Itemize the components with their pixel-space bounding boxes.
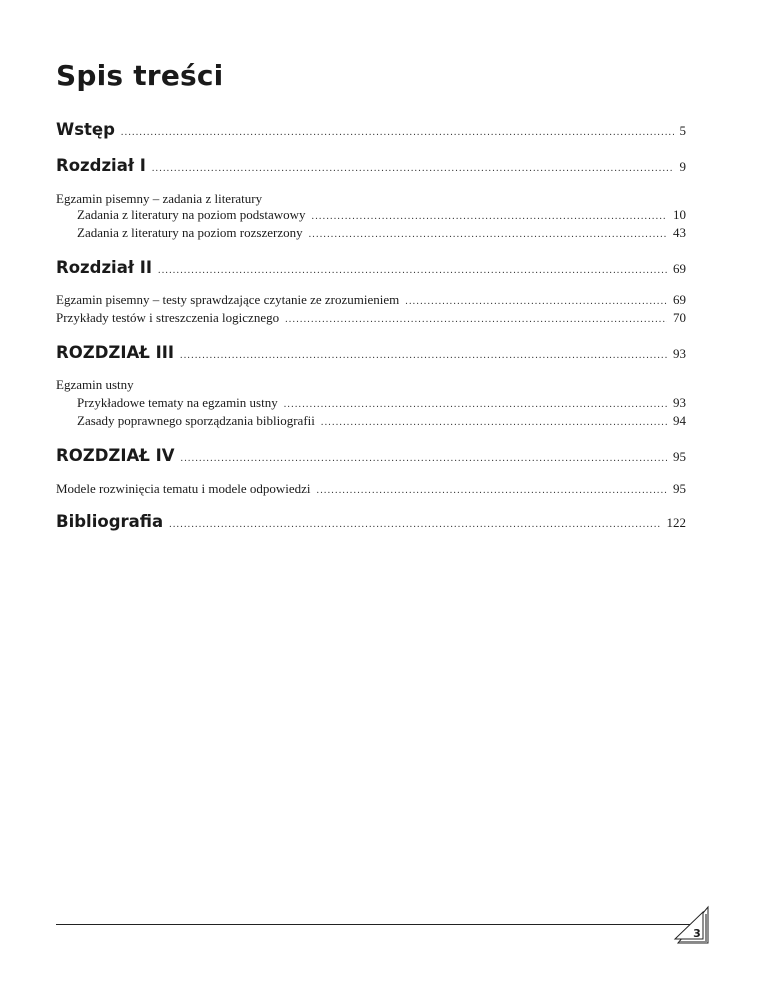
dot-leader <box>181 449 667 469</box>
footer-rule <box>56 924 702 925</box>
toc-page-number: 122 <box>666 515 686 530</box>
dot-leader <box>321 415 667 431</box>
toc-entry-rozdzial-2[interactable] <box>56 258 686 281</box>
toc-entry-label: Egzamin pisemny – testy sprawdzające czytanie ze zrozumieniem <box>56 292 400 307</box>
toc-entry-label: ROZDZIAŁ III <box>56 343 175 362</box>
dot-leader <box>180 346 667 366</box>
toc-page-number: 43 <box>673 225 686 240</box>
dot-leader <box>405 294 667 310</box>
toc-entry-label: Wstęp <box>56 120 115 139</box>
toc-entry-wstep[interactable] <box>56 120 686 143</box>
toc-entry-bibliografia[interactable] <box>56 512 686 535</box>
dot-leader <box>152 159 674 179</box>
toc-page-number: 95 <box>673 449 686 464</box>
toc-entry-label: ROZDZIAŁ IV <box>56 446 175 465</box>
toc-page-number: 95 <box>673 481 686 496</box>
toc-entry-label: Przykładowe tematy na egzamin ustny <box>77 395 278 410</box>
toc-entry-testy-czytanie[interactable] <box>56 292 686 310</box>
dot-leader <box>309 227 667 243</box>
toc-page-number: 10 <box>673 207 686 222</box>
toc-page-number: 69 <box>673 261 686 276</box>
toc-entry-label: Przykłady testów i streszczenia logicznego <box>56 310 280 325</box>
toc-entry-rozdzial-1[interactable] <box>56 156 686 179</box>
dot-leader <box>317 483 668 499</box>
toc-page-number: 9 <box>679 159 686 174</box>
dot-leader <box>169 515 660 535</box>
dot-leader <box>158 261 667 281</box>
toc-section-heading: Egzamin ustny <box>56 377 134 392</box>
toc-entry-przyklady-testow[interactable] <box>56 310 686 328</box>
toc-entry-label: Zadania z literatury na poziom rozszerzony <box>77 225 303 240</box>
page-title: Spis treści <box>56 59 224 92</box>
dot-leader <box>312 209 667 225</box>
toc-entry-label: Rozdział II <box>56 258 152 277</box>
toc-page-number: 94 <box>673 413 686 428</box>
toc-entry-rozdzial-3[interactable] <box>56 343 686 366</box>
toc-section-heading: Egzamin pisemny – zadania z literatury <box>56 191 263 206</box>
toc-entry-label: Zadania z literatury na poziom podstawowy <box>77 207 306 222</box>
toc-entry-poziom-podstawowy[interactable] <box>77 207 686 225</box>
toc-page-number: 5 <box>679 123 686 138</box>
dot-leader <box>121 123 674 143</box>
toc-entry-modele-rozwiniecia[interactable] <box>56 481 686 499</box>
toc-entry-label: Rozdział I <box>56 156 146 175</box>
page-number: 3 <box>693 927 701 940</box>
toc-page-number: 93 <box>673 395 686 410</box>
toc-entry-label: Modele rozwinięcia tematu i modele odpowiedzi <box>56 481 311 496</box>
toc-page-number: 70 <box>673 310 686 325</box>
toc-entry-label: Zasady poprawnego sporządzania bibliografii <box>77 413 315 428</box>
toc-page-number: 69 <box>673 292 686 307</box>
toc-page-number: 93 <box>673 346 686 361</box>
toc-entry-label: Bibliografia <box>56 512 164 531</box>
dot-leader <box>284 397 667 413</box>
toc-entry-poziom-rozszerzony[interactable] <box>77 225 686 243</box>
toc-entry-bibliografia-zasady[interactable] <box>77 413 686 431</box>
dot-leader <box>285 312 667 328</box>
toc-entry-tematy-ustny[interactable] <box>77 395 686 413</box>
toc-entry-rozdzial-4[interactable] <box>56 446 686 469</box>
